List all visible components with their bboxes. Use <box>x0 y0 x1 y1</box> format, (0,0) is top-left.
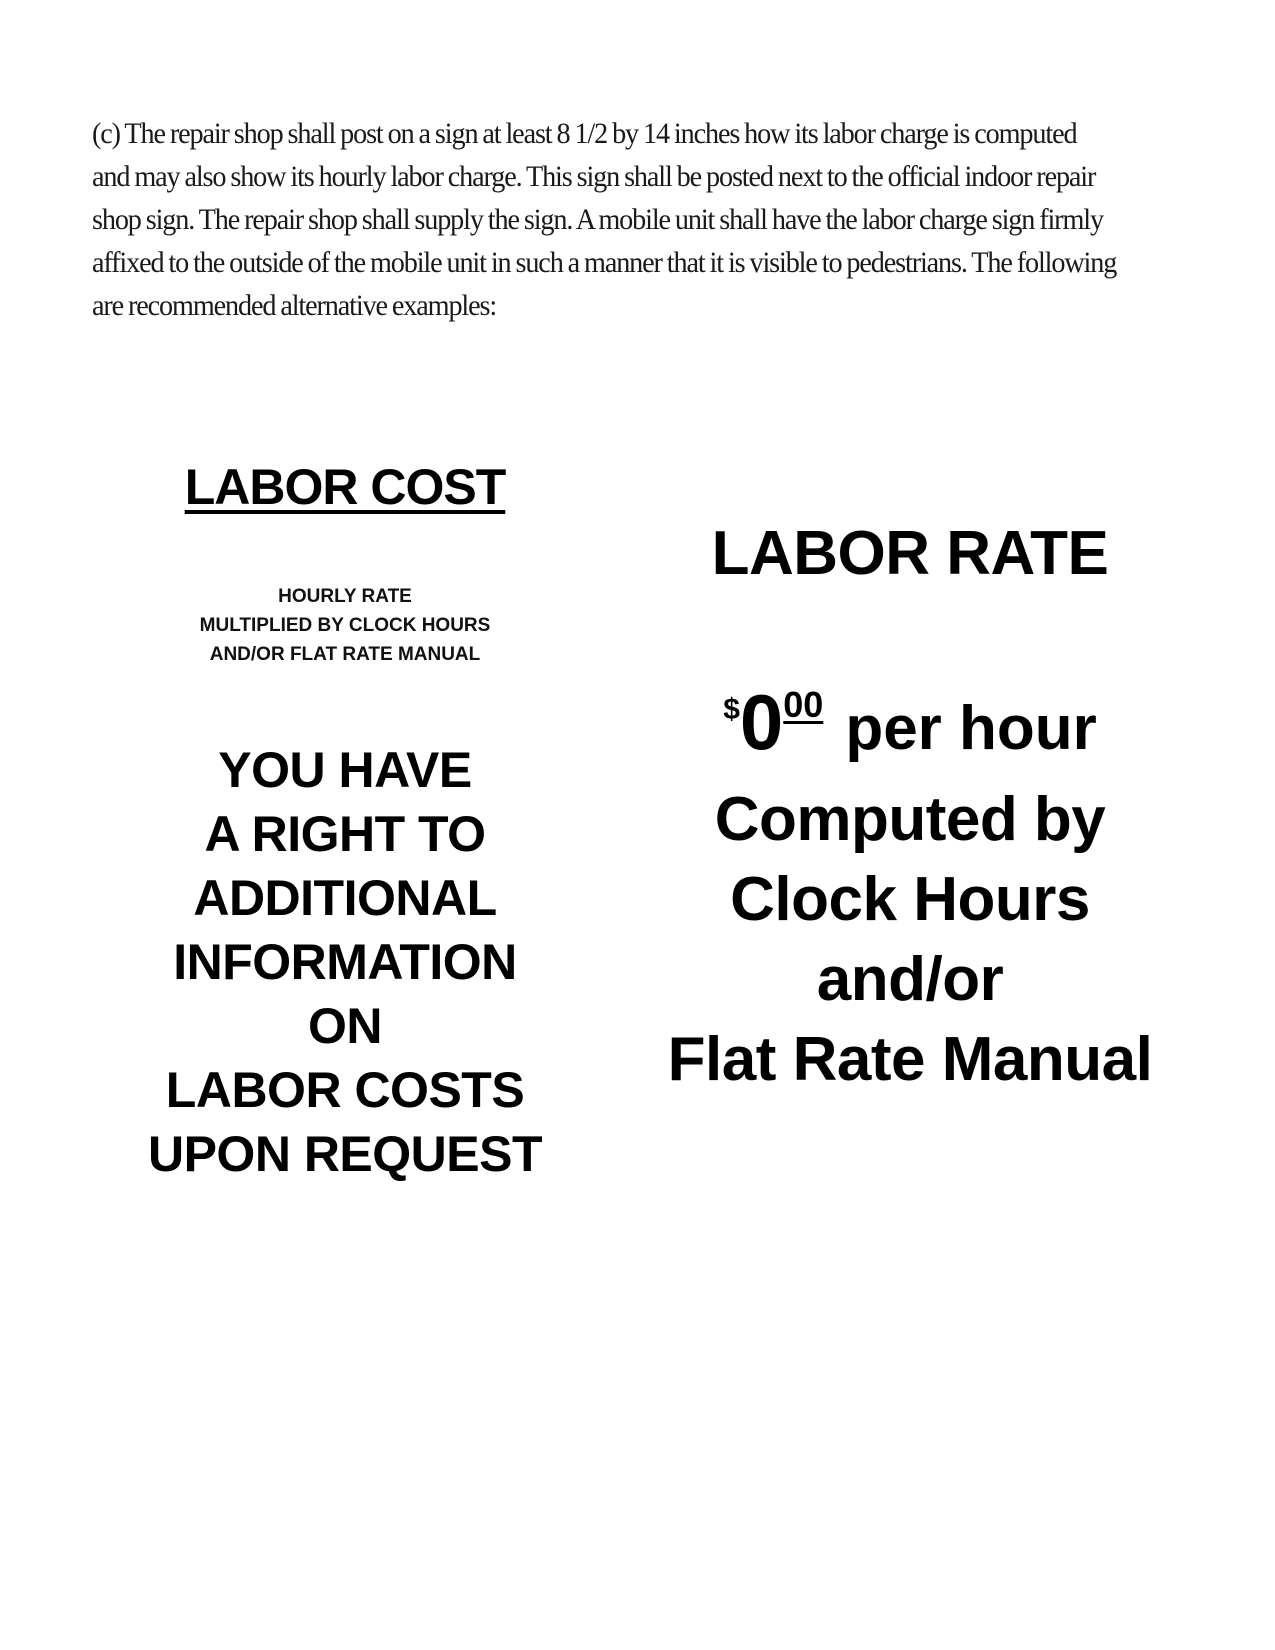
labor-cost-notice <box>130 738 560 1186</box>
notice-line: LABOR COSTS <box>165 1062 525 1118</box>
labor-rate-method <box>650 780 1170 1100</box>
notice-line: UPON REQUEST <box>147 1126 543 1182</box>
notice-line: A RIGHT TO <box>204 806 486 862</box>
currency-symbol: $ <box>723 693 740 726</box>
description-line: AND/OR FLAT RATE MANUAL <box>209 644 481 665</box>
method-line: and/or <box>816 945 1004 1014</box>
method-line: Computed by <box>714 785 1106 854</box>
notice-line: ADDITIONAL <box>193 870 497 926</box>
notice-line: INFORMATION ON <box>173 934 517 1054</box>
notice-line: YOU HAVE <box>218 742 472 798</box>
price-whole: 0 <box>739 678 784 766</box>
method-line: Clock Hours <box>730 865 1090 934</box>
description-line: MULTIPLIED BY CLOCK HOURS <box>199 615 491 636</box>
method-line: Flat Rate Manual <box>667 1025 1153 1094</box>
labor-rate-title: LABOR RATE <box>711 519 1109 588</box>
regulation-paragraph: (c) The repair shop shall post on a sign at least 8 1/2 by 14 inches how its labor charge is computed and may also show its hourly labor charge. This sign shall be posted next to the official indoor repair shop sign. The repair shop shall supply the sign. A mobile unit shall have the labor charge sign firmly affixed to the outside of the mobile unit in such a manner that it is visible to pedestrians. The following are recommended alternative examples: <box>92 117 1117 322</box>
price-unit: per hour <box>845 694 1097 763</box>
labor-rate-price <box>650 665 1170 769</box>
price-cents: 00 <box>783 684 824 725</box>
labor-cost-title-text: LABOR COST <box>184 459 506 515</box>
labor-cost-description <box>130 582 560 669</box>
labor-cost-title <box>130 458 560 516</box>
description-line: HOURLY RATE <box>278 586 412 607</box>
